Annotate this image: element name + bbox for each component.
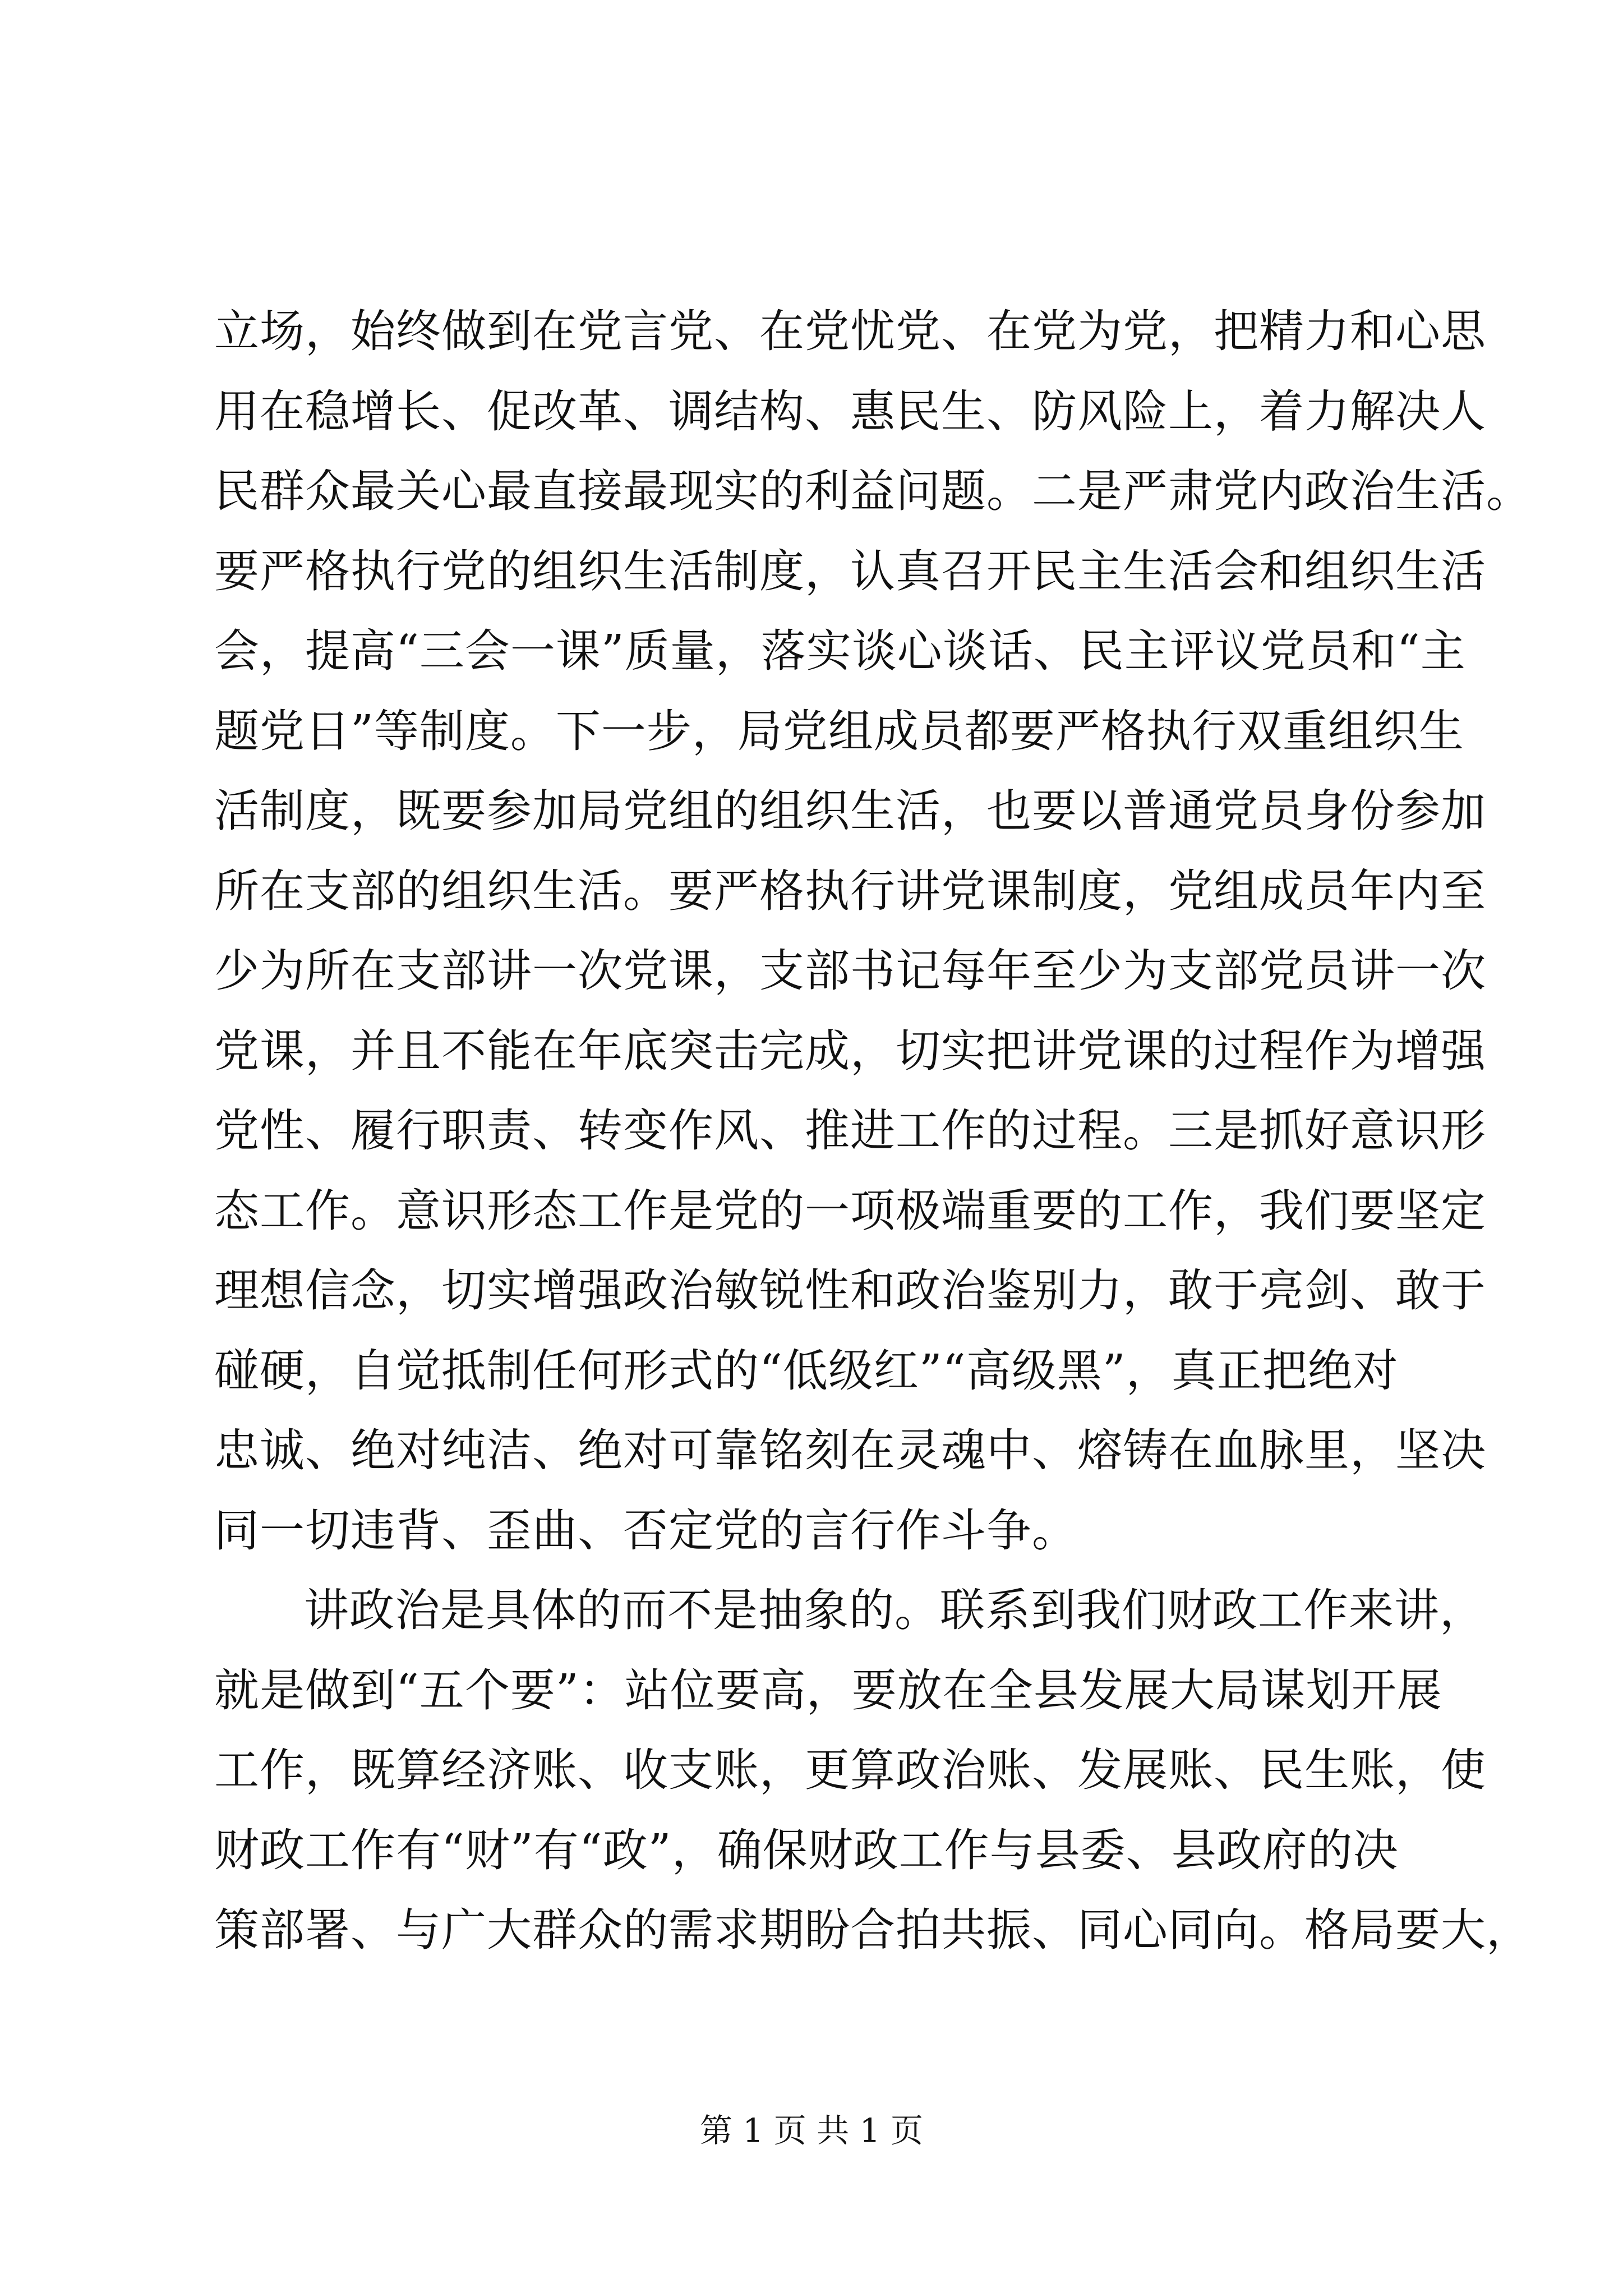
text-line-19: 工作，既算经济账、收支账，更算政治账、发展账、民生账，使 xyxy=(214,1744,1486,1796)
text-line-1: 立场，始终做到在党言党、在党忧党、在党为党，把精力和心思 xyxy=(214,305,1486,357)
page-footer: 第 1 页 共 1 页 xyxy=(700,2111,923,2150)
text-line-2: 用在稳增长、促改革、调结构、惠民生、防风险上，着力解决人 xyxy=(214,385,1486,438)
text-line-12: 态工作。意识形态工作是党的一项极端重要的工作，我们要坚定 xyxy=(214,1184,1486,1237)
text-line-7: 活制度，既要参加局党组的组织生活，也要以普通党员身份参加 xyxy=(214,785,1486,837)
text-line-8: 所在支部的组织生活。要严格执行讲党课制度，党组成员年内至 xyxy=(214,864,1486,917)
text-line-18: 就是做到“五个要”：站位要高，要放在全县发展大局谋划开展 xyxy=(214,1664,1442,1717)
text-line-11: 党性、履行职责、转变作风、推进工作的过程。三是抓好意识形 xyxy=(214,1105,1486,1157)
body-text xyxy=(214,292,1532,1971)
text-line-20: 财政工作有“财”有“政”，确保财政工作与县委、县政府的决 xyxy=(214,1824,1399,1876)
text-line-14: 碰硬，自觉抵制任何形式的“低级红”“高级黑”，真正把绝对 xyxy=(214,1344,1399,1397)
text-line-5: 会，提高“三会一课”质量，落实谈心谈话、民主评议党员和“主 xyxy=(214,625,1466,677)
text-line-4: 要严格执行党的组织生活制度，认真召开民主生活会和组织生活 xyxy=(214,545,1486,597)
text-line-17: 讲政治是具体的而不是抽象的。联系到我们财政工作来讲， xyxy=(304,1584,1485,1636)
text-line-16: 同一切违背、歪曲、否定党的言行作斗争。 xyxy=(214,1504,1077,1557)
text-line-3: 民群众最关心最直接最现实的利益问题。二是严肃党内政治生活。 xyxy=(214,465,1532,517)
text-line-15: 忠诚、绝对纯洁、绝对可靠铭刻在灵魂中、熔铸在血脉里，坚决 xyxy=(214,1424,1486,1476)
text-line-9: 少为所在支部讲一次党课，支部书记每年至少为支部党员讲一次 xyxy=(214,945,1486,997)
text-line-10: 党课，并且不能在年底突击完成，切实把讲党课的过程作为增强 xyxy=(214,1024,1486,1077)
text-line-13: 理想信念，切实增强政治敏锐性和政治鉴别力，敢于亮剑、敢于 xyxy=(214,1264,1486,1317)
text-line-21: 策部署、与广大群众的需求期盼合拍共振、同心同向。格局要大， xyxy=(214,1904,1532,1956)
text-line-6: 题党日”等制度。下一步，局党组成员都要严格执行双重组织生 xyxy=(214,705,1464,757)
